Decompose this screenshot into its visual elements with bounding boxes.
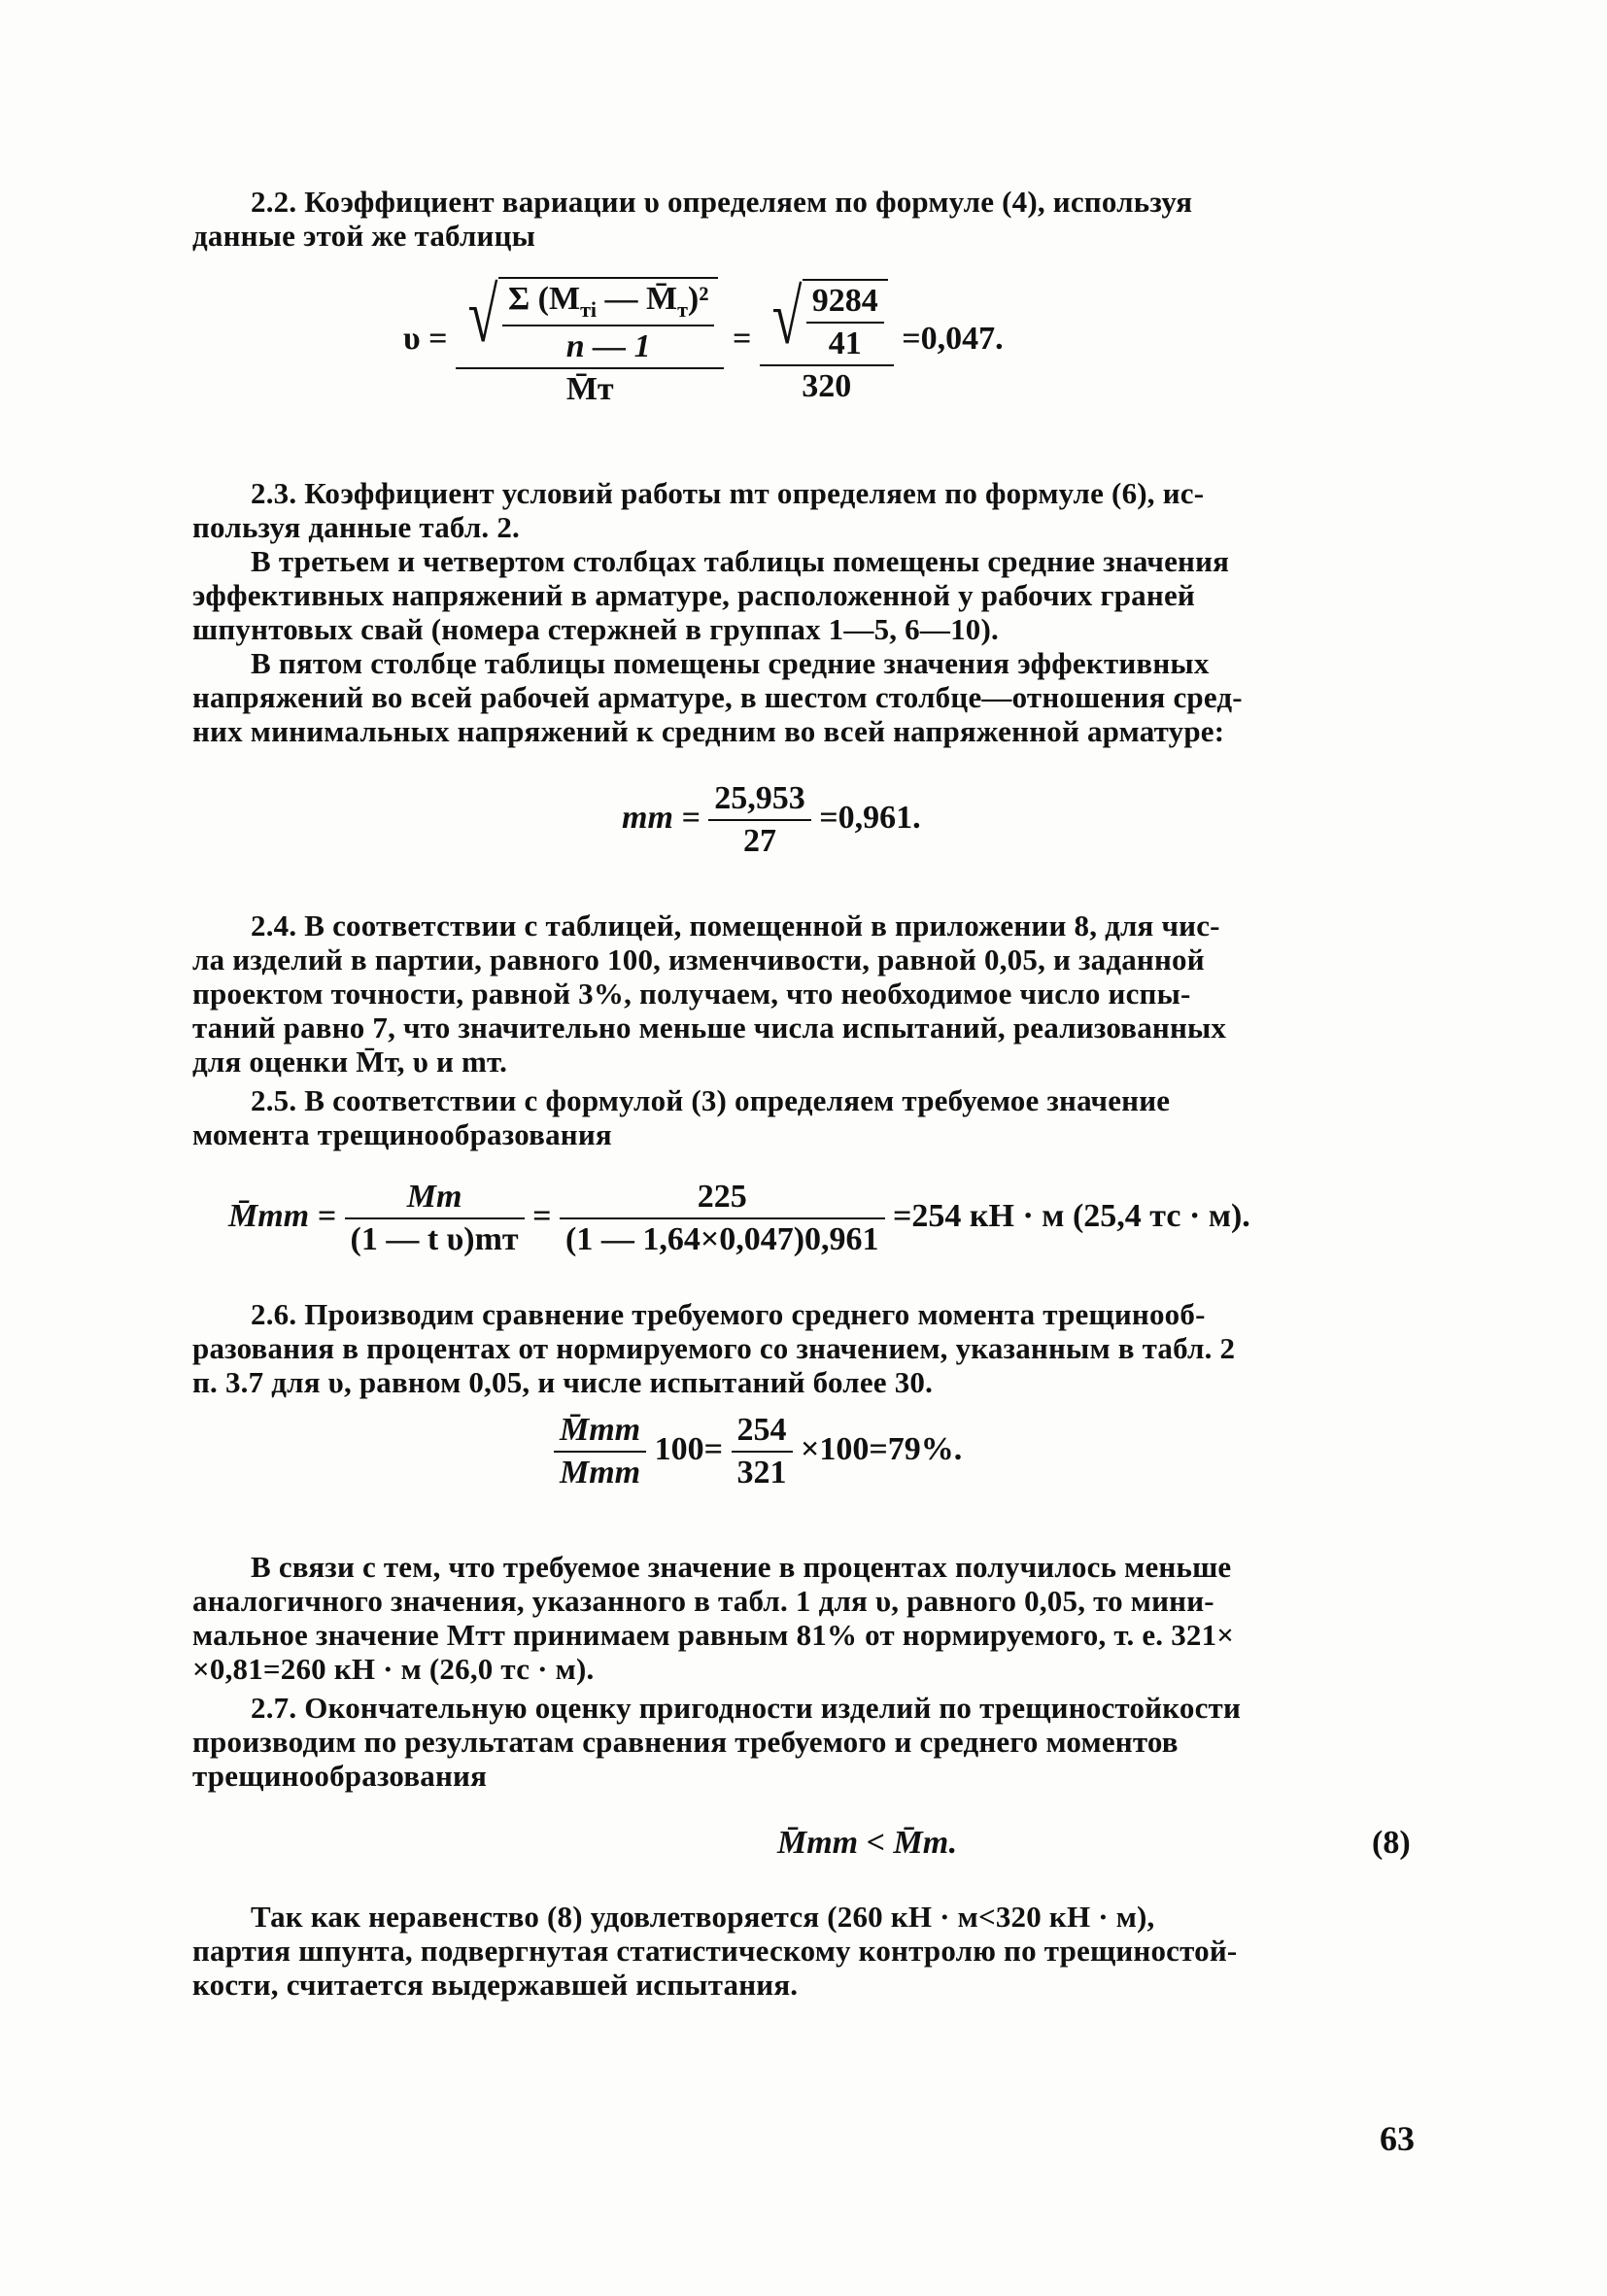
mean-symbol: — M̄	[597, 281, 678, 317]
fraction-values: √ $\frac{9284}{41}$ 320	[760, 279, 894, 403]
text-line: 2.2. Коэффициент вариации υ определяем по формуле (4), используя	[251, 185, 1193, 219]
text-line: напряжений во всей рабочей арматуре, в шестом столбце—отношения сред-	[192, 680, 1243, 714]
numerator: Mт	[406, 1179, 462, 1215]
paragraph-2-5	[192, 1083, 1436, 1151]
text-line: производим по результатам сравнения требуемого и среднего моментов	[192, 1725, 1179, 1759]
formula-result: =0,961.	[819, 799, 921, 836]
subscript: т	[677, 296, 688, 322]
paragraph-2-6-continued	[192, 1550, 1436, 1686]
text-line: таний равно 7, что значительно меньше числа испытаний, реализованных	[192, 1011, 1227, 1045]
value-320: 320	[802, 368, 852, 405]
text-line: ×0,81=260 кН · м (26,0 тс · м).	[192, 1652, 595, 1686]
text-line: шпунтовых свай (номера стержней в группах 1—5, 6—10).	[192, 612, 999, 646]
text-line: Так как неравенство (8) удовлетворяется (260 кН · м<320 кН · м),	[251, 1900, 1155, 1934]
text-line: аналогичного значения, указанного в табл. 1 для υ, равного 0,05, то мини-	[192, 1584, 1214, 1618]
text-line: В пятом столбце таблицы помещены средние значения эффективных	[251, 646, 1210, 680]
numerator: M̄тт	[560, 1412, 641, 1448]
page-number: 63	[1380, 2119, 1415, 2158]
value-9284: 9284	[811, 283, 878, 320]
fraction-moments	[554, 1414, 646, 1490]
multiplier: 100=	[654, 1430, 723, 1467]
text-line: В третьем и четвертом столбцах таблицы помещены средние значения	[251, 544, 1230, 578]
text-line: 2.7. Окончательную оценку пригодности изделий по трещиностойкости	[251, 1691, 1242, 1725]
fraction	[708, 782, 811, 858]
equals-sign: =	[732, 321, 752, 358]
formula-work-coefficient	[622, 782, 921, 858]
fraction-values	[732, 1414, 793, 1490]
paragraph-2-4	[192, 908, 1436, 1079]
text-line: для оценки M̄т, υ и mт.	[192, 1045, 508, 1079]
value-41: 41	[828, 326, 862, 362]
subscript: тi	[580, 296, 598, 322]
text-line: кости, считается выдержавшей испытания.	[192, 1968, 799, 2002]
text-line: 2.6. Производим сравнение требуемого среднего момента трещинооб-	[251, 1297, 1206, 1331]
formula-result: ×100=79%.	[801, 1430, 963, 1467]
squared-paren: )²	[687, 281, 709, 317]
fraction-main	[456, 273, 724, 407]
text-line: пользуя данные табл. 2.	[192, 510, 520, 544]
paragraph-2-6	[192, 1297, 1436, 1399]
text-line: п. 3.7 для υ, равном 0,05, и числе испытаний более 30.	[192, 1365, 934, 1399]
text-line: разования в процентах от нормируемого со значением, указанным в табл. 2	[192, 1331, 1236, 1365]
formula-result: =254 кН · м (25,4 тс · м).	[893, 1197, 1250, 1234]
formula-required-moment	[228, 1181, 1250, 1256]
numerator: 225	[697, 1179, 747, 1215]
equals-sign: =	[532, 1197, 552, 1234]
numerator: 25,953	[714, 780, 805, 816]
text-line: 2.4. В соответствии с таблицей, помещенной в приложении 8, для чис-	[251, 908, 1220, 942]
text-line: момента трещинообразования	[192, 1117, 612, 1151]
text-line: 2.3. Коэффициент условий работы mт определяем по формуле (6), ис-	[251, 476, 1205, 510]
formula-inequality	[777, 1827, 957, 1860]
fraction-numeric	[560, 1181, 885, 1256]
text-line: ла изделий в партии, равного 100, изменчивости, равной 0,05, и заданной	[192, 942, 1205, 977]
denominator: Mтт	[560, 1455, 641, 1491]
text-line: мальное значение Mтт принимаем равным 81% от нормируемого, т. е. 321×	[192, 1618, 1235, 1652]
text-line: проектом точности, равной 3%, получаем, что необходимое число испы-	[192, 977, 1191, 1011]
formula-lhs: υ =	[403, 321, 448, 358]
equation-number: (8)	[1372, 1825, 1411, 1861]
formula-variation-coefficient	[403, 273, 1004, 407]
formula-lhs: mт =	[622, 799, 701, 836]
text-line: В связи с тем, что требуемое значение в процентах получилось меньше	[251, 1550, 1232, 1584]
formula-result: =0,047.	[902, 321, 1004, 358]
denominator-mean-moment: M̄т	[565, 370, 614, 407]
denominator: (1 — t υ)mт	[350, 1221, 519, 1257]
formula-label	[1372, 1827, 1411, 1860]
denominator: (1 — 1,64×0,047)0,961	[565, 1221, 879, 1257]
square-root: √ $\frac{\Sigma (M_{тi} — M̄_т)^2}{n — 1}$	[462, 277, 718, 363]
formula-percentage	[554, 1414, 962, 1490]
paragraph-conclusion	[192, 1900, 1436, 2002]
text-line: них минимальных напряжений к средним во всей напряженной арматуре:	[192, 714, 1225, 748]
text-line: партия шпунта, подвергнутая статистическому контролю по трещиностой-	[192, 1934, 1238, 1968]
denominator: 27	[743, 823, 777, 859]
denominator: 321	[736, 1455, 787, 1491]
paragraph-2-3	[192, 476, 1436, 748]
numerator: 254	[736, 1412, 787, 1448]
paragraph-2-2	[192, 185, 1436, 253]
denominator: n — 1	[565, 327, 651, 364]
sum-expression: Σ (M	[507, 281, 581, 317]
fraction-symbolic	[345, 1181, 525, 1256]
text-line: данные этой же таблицы	[192, 219, 536, 253]
text-line: эффективных напряжений в арматуре, расположенной у рабочих граней	[192, 578, 1195, 612]
formula-lhs: M̄тт =	[228, 1197, 336, 1234]
inequality-expression: M̄тт < M̄т.	[777, 1825, 958, 1861]
text-line: трещинообразования	[192, 1759, 488, 1793]
text-line: 2.5. В соответствии с формулой (3) определяем требуемое значение	[251, 1083, 1171, 1117]
paragraph-2-7	[192, 1691, 1436, 1793]
